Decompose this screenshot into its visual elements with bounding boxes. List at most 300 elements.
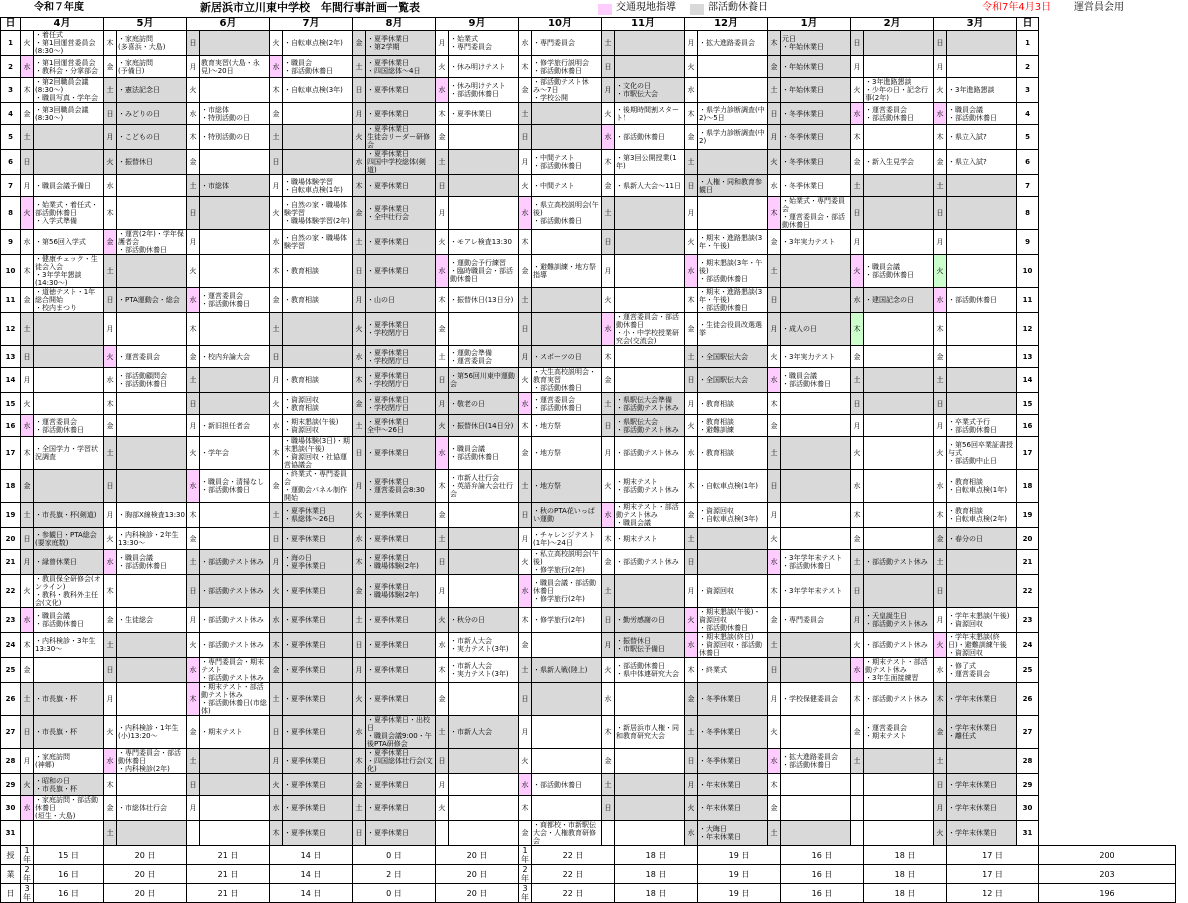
day-number: 24 xyxy=(1,633,21,658)
event-cell: ・専門委員会・部活動休養日 ・内科検診(2年) xyxy=(117,749,187,774)
day-number-right: 6 xyxy=(1017,150,1039,175)
weekday-cell: 日 xyxy=(851,197,864,230)
weekday-cell: 水 xyxy=(602,503,615,528)
table-row xyxy=(1,255,1176,288)
lesson-days-row xyxy=(1,884,1176,903)
event-cell: ・冬季休業日 xyxy=(781,125,851,150)
weekday-cell: 月 xyxy=(685,393,698,415)
event-cell xyxy=(449,821,519,846)
event-cell: ・新入生見学会 xyxy=(864,150,934,175)
day-number: 15 xyxy=(1,393,21,415)
weekday-cell xyxy=(851,774,864,796)
table-row xyxy=(1,125,1176,150)
weekday-cell: 日 xyxy=(436,368,449,393)
event-cell xyxy=(200,821,270,846)
weekday-cell: 金 xyxy=(21,470,34,503)
event-cell: ・第3回公開授業(1年) xyxy=(615,150,685,175)
lesson-days-count: 14 日 xyxy=(270,865,353,884)
event-cell: ・運営委員会 ・部活動休養日 xyxy=(34,415,104,437)
weekday-cell: 木 xyxy=(21,437,34,470)
event-cell: ・秋分の日 xyxy=(449,608,519,633)
lesson-days-count: 18 日 xyxy=(615,884,698,903)
event-cell: ・こどもの日 xyxy=(117,125,187,150)
event-cell xyxy=(864,313,934,346)
event-cell: ・冬季休業日 xyxy=(698,683,768,716)
weekday-cell: 火 xyxy=(436,608,449,633)
weekday-cell: 木 xyxy=(602,716,615,749)
event-cell: ・期末テスト xyxy=(615,528,685,550)
event-cell xyxy=(200,150,270,175)
event-cell xyxy=(781,503,851,528)
event-cell: ・部活動テスト休み xyxy=(200,575,270,608)
weekday-cell: 月 xyxy=(519,716,532,749)
weekday-cell: 金 xyxy=(436,313,449,346)
event-cell: ・3年学年末テスト ・部活動休養日 xyxy=(781,550,851,575)
event-cell: ・資源回収 ・教育相談 xyxy=(283,393,353,415)
weekday-cell: 水 xyxy=(187,103,200,125)
weekday-cell: 金 xyxy=(21,103,34,125)
event-cell xyxy=(200,749,270,774)
event-cell: ・部活動休養日 xyxy=(947,288,1017,313)
event-cell xyxy=(200,230,270,255)
event-cell: ・夏季休業日 xyxy=(283,633,353,658)
weekday-cell: 土 xyxy=(270,313,283,346)
weekday-cell: 木 xyxy=(353,749,366,774)
weekday-cell: 土 xyxy=(187,368,200,393)
event-cell: ・学年会 xyxy=(200,437,270,470)
event-cell: ・冬季休業日 xyxy=(781,103,851,125)
weekday-cell: 火 xyxy=(851,437,864,470)
legend-pink-swatch xyxy=(598,4,612,15)
event-cell xyxy=(449,796,519,821)
weekday-cell: 木 xyxy=(602,346,615,368)
event-cell: ・憲法記念日 xyxy=(117,78,187,103)
weekday-cell: 金 xyxy=(353,31,366,56)
weekday-cell: 金 xyxy=(685,313,698,346)
weekday-cell: 火 xyxy=(602,658,615,683)
weekday-cell: 日 xyxy=(768,658,781,683)
event-cell: ・運営委員会・部活動休養日 ・小・中学校授業研究会(交流会) xyxy=(615,313,685,346)
weekday-cell: 土 xyxy=(353,796,366,821)
weekday-cell: 金 xyxy=(270,103,283,125)
weekday-cell: 土 xyxy=(602,774,615,796)
weekday-cell: 金 xyxy=(187,346,200,368)
table-row xyxy=(1,288,1176,313)
weekday-cell: 金 xyxy=(519,78,532,103)
weekday-cell: 月 xyxy=(187,415,200,437)
event-cell: ・参観日・PTA総会(要家庭数) xyxy=(34,528,104,550)
weekday-cell: 日 xyxy=(602,796,615,821)
event-cell: ・成人の日 xyxy=(781,313,851,346)
event-cell: ・始業式 ・専門委員会 xyxy=(449,31,519,56)
event-cell xyxy=(864,470,934,503)
day-number-right: 3 xyxy=(1017,78,1039,103)
weekday-cell: 土 xyxy=(104,821,117,846)
event-cell xyxy=(864,393,934,415)
event-cell xyxy=(947,313,1017,346)
weekday-cell: 金 xyxy=(934,150,947,175)
event-cell: ・運動会予行練習 ・臨時職員会・部活動休養日 xyxy=(449,255,519,288)
event-cell: ・運営(2年)・学年保護者会 ・部活動休養日 xyxy=(117,230,187,255)
event-cell: ・チャレンジテスト(1年)〜24日 xyxy=(532,528,602,550)
weekday-cell: 日 xyxy=(187,31,200,56)
weekday-cell: 月 xyxy=(436,774,449,796)
weekday-cell: 水 xyxy=(519,197,532,230)
event-cell xyxy=(947,175,1017,197)
lesson-days-count: 20 日 xyxy=(104,884,187,903)
event-cell: ・校内弁論大会 xyxy=(200,346,270,368)
weekday-cell: 月 xyxy=(768,125,781,150)
weekday-cell: 金 xyxy=(270,288,283,313)
weekday-cell: 月 xyxy=(104,683,117,716)
weekday-cell: 木 xyxy=(519,796,532,821)
event-cell xyxy=(615,31,685,56)
day-number: 5 xyxy=(1,125,21,150)
day-number: 19 xyxy=(1,503,21,528)
weekday-cell: 水 xyxy=(602,125,615,150)
weekday-cell: 金 xyxy=(353,774,366,796)
weekday-cell: 月 xyxy=(934,230,947,255)
weekday-cell: 火 xyxy=(353,683,366,716)
weekday-cell: 木 xyxy=(270,78,283,103)
event-cell: ・教育相談 xyxy=(283,255,353,288)
event-cell xyxy=(615,255,685,288)
table-row xyxy=(1,470,1176,503)
event-cell xyxy=(864,575,934,608)
event-cell: ・冬季休業日 xyxy=(698,716,768,749)
event-cell: ・胸部X線検査13:30 xyxy=(117,503,187,528)
event-cell: ・運営委員会 xyxy=(117,346,187,368)
event-cell xyxy=(781,415,851,437)
weekday-cell: 水 xyxy=(851,288,864,313)
event-cell xyxy=(34,368,104,393)
event-cell: ・市新人壮行会 ・英語弁論大会壮行会 xyxy=(449,470,519,503)
event-cell: ・資源回収 xyxy=(698,575,768,608)
weekday-cell: 火 xyxy=(685,415,698,437)
weekday-cell: 土 xyxy=(768,821,781,846)
event-cell: ・3年学年末テスト xyxy=(781,575,851,608)
weekday-cell: 水 xyxy=(270,796,283,821)
weekday-cell: 金 xyxy=(685,125,698,150)
event-cell xyxy=(449,749,519,774)
event-cell: ・期末テスト・部活動テスト休み ・職員会議 xyxy=(615,503,685,528)
weekday-cell: 水 xyxy=(21,415,34,437)
lesson-days-count: 12 日 xyxy=(947,884,1039,903)
event-cell: ・地方祭 xyxy=(532,437,602,470)
event-cell xyxy=(864,31,934,56)
event-cell: ・全国学力・学習状況調査 xyxy=(34,437,104,470)
event-cell: ・市新人大会 ・実力テスト(3年) xyxy=(449,633,519,658)
event-cell xyxy=(200,31,270,56)
day-number-right: 17 xyxy=(1017,437,1039,470)
event-cell: ・期末テスト xyxy=(200,716,270,749)
event-cell: ・期末・進路懇談(3年・午後) ・部活動休養日 xyxy=(698,288,768,313)
weekday-cell: 金 xyxy=(602,368,615,393)
lesson-days-count: 20 日 xyxy=(436,865,519,884)
event-cell xyxy=(615,368,685,393)
day-number-right: 14 xyxy=(1017,368,1039,393)
weekday-cell: 金 xyxy=(519,437,532,470)
day-number-right: 30 xyxy=(1017,796,1039,821)
event-cell: ・夏季休業日 xyxy=(283,716,353,749)
event-cell xyxy=(532,288,602,313)
event-cell xyxy=(532,796,602,821)
event-cell: ・専門委員会 xyxy=(532,31,602,56)
event-cell: ・冬季休業日 xyxy=(698,749,768,774)
event-cell: ・学年末休業日 ・離任式 xyxy=(947,716,1017,749)
table-row xyxy=(1,796,1176,821)
lesson-days-count: 0 日 xyxy=(353,884,436,903)
event-cell: ・部活動テスト休み xyxy=(864,633,934,658)
day-number: 14 xyxy=(1,368,21,393)
weekday-cell: 土 xyxy=(934,550,947,575)
event-cell: ・卒業式予行 ・部活動休養日 xyxy=(947,415,1017,437)
weekday-cell: 木 xyxy=(519,608,532,633)
event-cell: ・始業式・着任式・部活動休養日 ・入学式準備 xyxy=(34,197,104,230)
event-cell: ・部活動休養日 ・県中体連研究大会 xyxy=(615,658,685,683)
day-number-right: 20 xyxy=(1017,528,1039,550)
weekday-cell: 日 xyxy=(104,103,117,125)
event-cell xyxy=(532,716,602,749)
event-cell: ・部活動テスト休み xyxy=(615,437,685,470)
weekday-cell: 金 xyxy=(353,575,366,608)
event-cell xyxy=(781,255,851,288)
event-cell: ・拡大進路委員会 xyxy=(698,31,768,56)
event-cell xyxy=(947,575,1017,608)
table-row xyxy=(1,528,1176,550)
event-cell xyxy=(200,255,270,288)
event-cell xyxy=(283,103,353,125)
event-cell: ・職員会議 ・部活動休養日 xyxy=(947,103,1017,125)
event-cell xyxy=(947,346,1017,368)
weekday-cell: 木 xyxy=(934,313,947,346)
event-cell xyxy=(34,150,104,175)
weekday-cell: 木 xyxy=(768,575,781,608)
day-number: 17 xyxy=(1,437,21,470)
event-cell: ・3年実力テスト xyxy=(781,230,851,255)
weekday-cell: 木 xyxy=(187,503,200,528)
weekday-cell: 月 xyxy=(685,575,698,608)
event-cell: ・みどりの日 xyxy=(117,103,187,125)
weekday-cell: 水 xyxy=(270,415,283,437)
event-cell: ・春分の日 xyxy=(947,528,1017,550)
event-cell: ・職員会 ・部活動休養日 xyxy=(283,56,353,78)
weekday-cell: 月 xyxy=(934,796,947,821)
weekday-cell: 金 xyxy=(768,56,781,78)
event-cell xyxy=(781,288,851,313)
event-cell: ・商都校・市新駅伝大会・人権教育研修会 xyxy=(532,821,602,846)
table-row xyxy=(1,368,1176,393)
weekday-cell: 月 xyxy=(104,503,117,528)
event-cell: ・自然の家・職場体験学習 ・職場体験学習(2年) xyxy=(283,197,353,230)
lesson-days-label: 日 xyxy=(1,884,21,903)
weekday-cell: 金 xyxy=(685,503,698,528)
day-number-right: 31 xyxy=(1017,821,1039,846)
event-cell: ・教育相談 xyxy=(283,288,353,313)
weekday-cell: 木 xyxy=(21,255,34,288)
weekday-cell: 土 xyxy=(104,255,117,288)
event-cell: ・期末懇談(午後) ・資源回収 xyxy=(283,415,353,437)
weekday-cell: 月 xyxy=(187,56,200,78)
lesson-days-row xyxy=(1,846,1176,865)
event-cell: ・中間テスト ・部活動休養日 xyxy=(532,150,602,175)
event-cell: ・期末テスト ・部活動テスト休み xyxy=(615,470,685,503)
event-cell xyxy=(781,796,851,821)
weekday-cell: 水 xyxy=(685,78,698,103)
weekday-cell: 火 xyxy=(602,470,615,503)
event-cell: ・市総体 ・特別活動の日 xyxy=(200,103,270,125)
day-number: 7 xyxy=(1,175,21,197)
event-cell: 教育実習(大島・永見)〜20日 xyxy=(200,56,270,78)
table-row xyxy=(1,774,1176,796)
weekday-cell: 木 xyxy=(685,470,698,503)
weekday-cell: 土 xyxy=(104,78,117,103)
weekday-cell: 日 xyxy=(270,346,283,368)
weekday-cell: 水 xyxy=(436,255,449,288)
weekday-cell: 木 xyxy=(768,197,781,230)
event-cell: ・生徒総会 xyxy=(117,608,187,633)
lesson-days-count: 21 日 xyxy=(187,884,270,903)
event-cell: ・終業式・専門委員会 ・運動会パネル制作開始 xyxy=(283,470,353,503)
weekday-cell: 木 xyxy=(851,503,864,528)
weekday-cell: 火 xyxy=(353,503,366,528)
event-cell: 元日 ・年始休業日 xyxy=(781,31,851,56)
table-row xyxy=(1,393,1176,415)
weekday-cell: 土 xyxy=(602,575,615,608)
lesson-days-count: 0 日 xyxy=(353,846,436,865)
weekday-cell: 水 xyxy=(934,103,947,125)
weekday-cell: 土 xyxy=(519,470,532,503)
event-cell xyxy=(864,175,934,197)
weekday-cell: 金 xyxy=(768,415,781,437)
event-cell xyxy=(449,528,519,550)
event-cell: ・第56回川東中運動会 xyxy=(449,368,519,393)
event-cell: ・市長旗・杯 xyxy=(34,716,104,749)
weekday-cell: 土 xyxy=(104,633,117,658)
weekday-cell: 月 xyxy=(934,56,947,78)
weekday-cell: 火 xyxy=(934,255,947,288)
event-cell: ・夏季休業日 xyxy=(366,175,436,197)
event-cell: ・夏季休業日 xyxy=(366,658,436,683)
weekday-cell: 月 xyxy=(934,415,947,437)
table-row xyxy=(1,346,1176,368)
event-cell: ・市総体壮行会 xyxy=(117,796,187,821)
day-number: 22 xyxy=(1,575,21,608)
event-cell: ・夏季休業日 xyxy=(366,796,436,821)
event-cell: ・運動会準備 ・運営委員会 xyxy=(449,346,519,368)
event-cell: ・第56回卒業証書授与式 ・部活動中止日 xyxy=(947,437,1017,470)
day-number-right: 18 xyxy=(1017,470,1039,503)
weekday-cell: 金 xyxy=(21,658,34,683)
weekday-cell: 火 xyxy=(21,774,34,796)
weekday-cell: 月 xyxy=(519,346,532,368)
event-cell: ・夏季休業日 xyxy=(283,683,353,716)
weekday-cell: 土 xyxy=(685,716,698,749)
lesson-days-count: 17 日 xyxy=(947,846,1039,865)
weekday-cell: 火 xyxy=(519,368,532,393)
grade-label: 1年 xyxy=(519,846,532,865)
weekday-cell: 木 xyxy=(436,658,449,683)
weekday-cell: 火 xyxy=(270,197,283,230)
month-header: 9月 xyxy=(436,18,519,31)
weekday-cell: 火 xyxy=(187,633,200,658)
event-cell xyxy=(864,125,934,150)
weekday-cell: 木 xyxy=(519,230,532,255)
weekday-cell: 水 xyxy=(602,313,615,346)
weekday-cell: 月 xyxy=(436,31,449,56)
weekday-cell xyxy=(436,821,449,846)
weekday-cell: 火 xyxy=(519,175,532,197)
weekday-cell: 日 xyxy=(436,175,449,197)
weekday-cell: 日 xyxy=(768,470,781,503)
event-cell: ・年末休業日 xyxy=(698,796,768,821)
weekday-cell: 火 xyxy=(934,633,947,658)
weekday-cell: 日 xyxy=(934,197,947,230)
lesson-days-count: 20 日 xyxy=(436,846,519,865)
event-cell: ・資源回収 ・自転車点検(3年) xyxy=(698,503,768,528)
event-cell: ・期末・進路懇談(3年・午後) xyxy=(698,230,768,255)
lesson-days-count: 14 日 xyxy=(270,846,353,865)
lesson-days-count: 18 日 xyxy=(864,884,947,903)
weekday-cell: 土 xyxy=(934,749,947,774)
weekday-cell: 土 xyxy=(851,550,864,575)
weekday-cell: 土 xyxy=(685,528,698,550)
month-header: 8月 xyxy=(353,18,436,31)
lesson-days-count: 18 日 xyxy=(615,865,698,884)
weekday-cell: 木 xyxy=(270,437,283,470)
event-cell xyxy=(117,197,187,230)
event-cell xyxy=(117,658,187,683)
day-number: 3 xyxy=(1,78,21,103)
weekday-cell: 日 xyxy=(934,393,947,415)
weekday-cell: 火 xyxy=(187,437,200,470)
event-cell: ・夏季休業日 ・学校閉庁日 xyxy=(366,313,436,346)
lesson-days-count: 22 日 xyxy=(532,884,615,903)
day-number-right: 26 xyxy=(1017,683,1039,716)
event-cell: ・PTA運動会・総会 xyxy=(117,288,187,313)
table-row xyxy=(1,31,1176,56)
weekday-cell: 日 xyxy=(187,774,200,796)
weekday-cell: 日 xyxy=(270,716,283,749)
weekday-cell: 木 xyxy=(353,368,366,393)
weekday-cell: 火 xyxy=(685,56,698,78)
event-cell xyxy=(34,470,104,503)
event-cell: ・年末休業日 xyxy=(698,774,768,796)
event-cell: ・大晦日 ・年末休業日 xyxy=(698,821,768,846)
weekday-cell: 日 xyxy=(353,78,366,103)
event-cell xyxy=(864,230,934,255)
weekday-cell: 月 xyxy=(353,470,366,503)
weekday-cell: 木 xyxy=(768,393,781,415)
event-cell: ・夏季休業日 ・学校閉庁日 xyxy=(366,368,436,393)
event-cell xyxy=(34,393,104,415)
month-header: 4月 xyxy=(21,18,104,31)
weekday-cell: 火 xyxy=(270,393,283,415)
weekday-cell: 木 xyxy=(353,550,366,575)
weekday-cell: 木 xyxy=(685,658,698,683)
weekday-cell: 水 xyxy=(934,658,947,683)
event-cell: ・部活動テスト休み xyxy=(615,550,685,575)
event-cell xyxy=(117,575,187,608)
event-cell xyxy=(781,774,851,796)
weekday-cell: 金 xyxy=(270,470,283,503)
weekday-cell: 土 xyxy=(21,125,34,150)
table-row xyxy=(1,821,1176,846)
weekday-cell: 日 xyxy=(519,313,532,346)
weekday-cell: 木 xyxy=(187,313,200,346)
event-cell xyxy=(781,393,851,415)
lesson-days-total: 200 xyxy=(1039,846,1176,865)
